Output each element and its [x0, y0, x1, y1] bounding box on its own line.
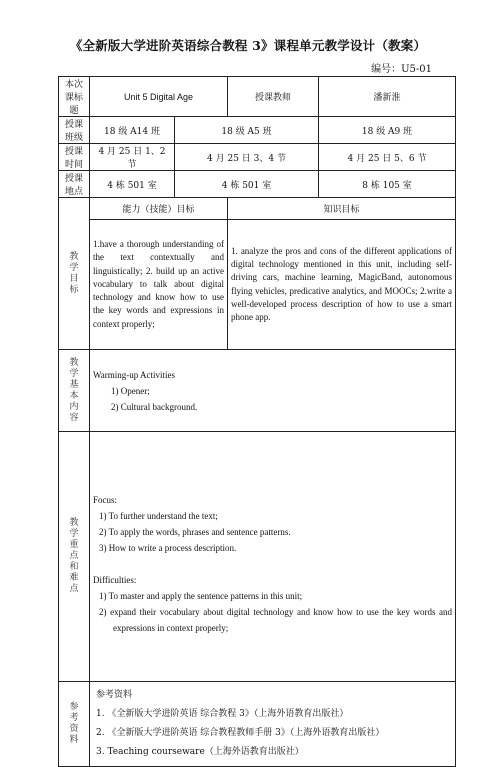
- time-value-1: 4 月 25 日 1、2 节: [90, 144, 175, 171]
- class-value-3: 18 级 A9 班: [319, 117, 456, 144]
- topic-value: Unit 5 Digital Age: [90, 77, 228, 117]
- place-value-1: 4 栋 501 室: [90, 171, 175, 198]
- place-label: 授课地点: [59, 171, 90, 198]
- ability-objectives-text: 1.have a thorough understanding of the text contextually and linguistically; 2. build up an active vocabulary to talk about digital technology and know how to use the key words and expressions in context properly;: [90, 220, 228, 350]
- lesson-plan-table: [58, 76, 456, 767]
- focus-item: 1) To further understand the text;: [99, 510, 218, 521]
- reference-item: 1. 《全新版大学进阶英语 综合教程 3》（上海外语教育出版社）: [96, 709, 349, 719]
- references-heading: 参考资料: [96, 690, 133, 700]
- time-label: 授课时间: [59, 144, 90, 171]
- place-value-3: 8 栋 105 室: [319, 171, 456, 198]
- teaching-content: [90, 350, 456, 432]
- teacher-label: 授课教师: [228, 77, 319, 117]
- content-item: 1) Opener;: [111, 385, 150, 396]
- knowledge-objectives-header: 知识目标: [228, 198, 456, 220]
- focus-and-difficulties: [90, 432, 456, 682]
- focus-heading: Focus:: [93, 494, 118, 505]
- place-value-2: 4 栋 501 室: [175, 171, 319, 198]
- topic-label: 本次课标题: [59, 77, 90, 117]
- ability-objectives-header: 能力（技能）目标: [90, 198, 228, 220]
- class-value-1: 18 级 A14 班: [90, 117, 175, 144]
- content-side-label: 教 学 基 本 内 容: [59, 350, 90, 432]
- difficulties-heading: Difficulties:: [93, 574, 137, 585]
- class-label: 授课班级: [59, 117, 90, 144]
- content-item: 2) Cultural background.: [111, 401, 198, 412]
- class-value-2: 18 级 A5 班: [175, 117, 319, 144]
- focus-side-label: 教 学 重 点 和 难 点: [59, 432, 90, 682]
- focus-item: 2) To apply the words, phrases and sentence patterns.: [99, 526, 291, 537]
- document-number: 编号：U5-01: [371, 64, 432, 75]
- reference-item: 3. Teaching courseware（上海外语教育出版社）: [96, 747, 304, 757]
- references-side-label: 参 考 资 料: [59, 682, 90, 767]
- focus-item: 3) How to write a process description.: [99, 542, 237, 553]
- difficulty-item: 2) expand their vocabulary about digital technology and know how to use the key words and expressions in context properly;: [99, 606, 453, 633]
- difficulty-item: 1) To master and apply the sentence patterns in this unit;: [99, 590, 303, 601]
- time-value-3: 4 月 25 日 5、6 节: [319, 144, 456, 171]
- content-heading: Warming-up Activities: [93, 369, 176, 380]
- time-value-2: 4 月 25 日 3、4 节: [175, 144, 319, 171]
- reference-item: 2. 《全新版大学进阶英语 综合教程教师手册 3》（上海外语教育出版社）: [96, 728, 385, 738]
- references: [90, 682, 456, 767]
- document-title: 《全新版大学进阶英语综合教程 3》课程单元教学设计（教案）: [69, 38, 427, 53]
- objectives-side-label: 教 学 目 标: [59, 198, 90, 350]
- knowledge-objectives-text: 1. analyze the pros and cons of the different applications of digital technology mentioned in this unit, including self-driving cars, machine learning, MagicBand, autonomous flying vehicles, predicative analytics, and MOOCs; 2.write a well-developed process description of how to use a smart phone app.: [228, 220, 456, 350]
- teacher-value: 潘新淮: [319, 77, 456, 117]
